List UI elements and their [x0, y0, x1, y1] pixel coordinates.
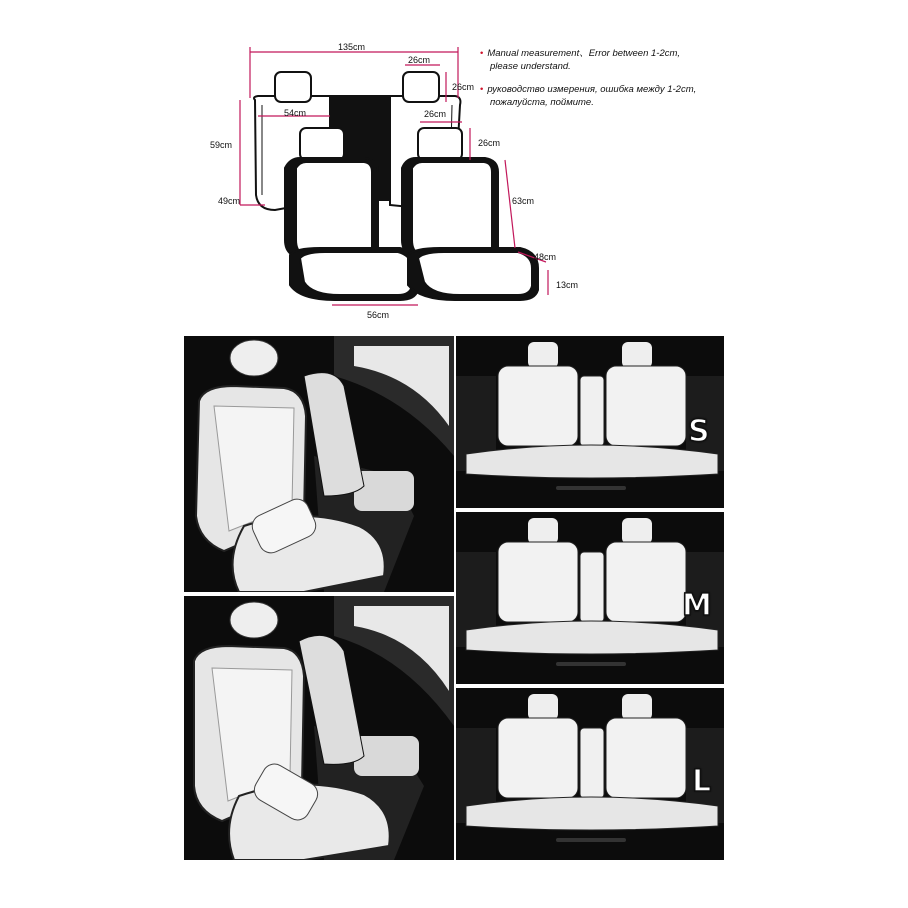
rear-seat-photo-medium [456, 512, 724, 684]
dim-rear-back-width: 54cm [284, 108, 307, 118]
dim-total-width: 135cm [338, 42, 366, 52]
note-ru-line1: руководство измерения, ошибка между 1-2cm, [487, 84, 697, 95]
dim-front-seat-width: 56cm [367, 310, 390, 320]
dim-front-back-height: 63cm [512, 196, 535, 206]
rear-seat-photo-small [456, 336, 724, 508]
seat-drawing [0, 0, 908, 330]
note-en-line1: Manual measurement、Error between 1-2cm, [487, 48, 681, 59]
bullet-icon: • [480, 48, 484, 59]
dim-front-seat-depth: 48cm [534, 252, 557, 262]
size-label-large: L [692, 764, 712, 799]
front-seat-image-2 [184, 596, 454, 860]
dim-front-headrest-height: 26cm [478, 138, 501, 148]
front-seat-photo-2 [184, 596, 454, 860]
dim-headrest-height: 26cm [452, 82, 475, 92]
size-label-small: S [688, 414, 710, 449]
dimension-diagram [0, 0, 908, 330]
dim-rear-seat-depth: 49cm [218, 196, 241, 206]
note-en-line2: please understand. [490, 61, 571, 72]
bullet-icon: • [480, 84, 484, 95]
rear-seat-image-small [456, 336, 724, 508]
note-ru-line2: пожалуйста, поймите. [490, 97, 594, 108]
dim-headrest-width: 26cm [408, 55, 431, 65]
note-english [480, 47, 680, 73]
dim-front-seat-thickness: 13cm [556, 280, 579, 290]
front-seat-photo-1 [184, 336, 454, 592]
dim-front-headrest-width: 26cm [424, 109, 447, 119]
dim-rear-back-height: 59cm [210, 140, 233, 150]
rear-seat-image-large [456, 688, 724, 860]
note-russian [480, 83, 696, 109]
front-seat-image-1 [184, 336, 454, 592]
size-label-medium: M [682, 588, 712, 623]
rear-seat-photo-large [456, 688, 724, 860]
